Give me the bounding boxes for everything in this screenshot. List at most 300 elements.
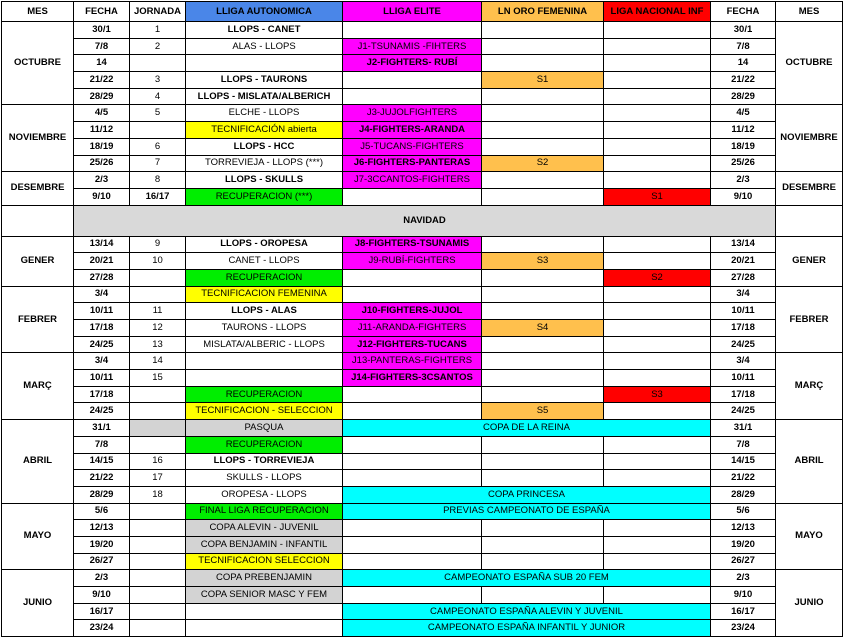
cell-elite: J5-TUCANS-FIGHTERS [343, 138, 482, 155]
cell-oro [482, 370, 604, 387]
cell-elite [343, 587, 482, 604]
cell-fecha: 5/6 [74, 503, 130, 520]
cell-fecha-right: 11/12 [711, 122, 776, 139]
table-row [2, 72, 843, 89]
cell-jornada: 1 [130, 22, 186, 39]
month-gener-right: GENER [776, 236, 843, 286]
cell-fecha: 24/25 [74, 336, 130, 353]
cell-fecha-right: 23/24 [711, 620, 776, 637]
cell-fecha: 17/18 [74, 320, 130, 337]
cell-fecha: 26/27 [74, 553, 130, 570]
month-octubre-right: OCTUBRE [776, 22, 843, 105]
cell-fecha-right: 26/27 [711, 553, 776, 570]
table-row [2, 236, 843, 253]
header-lliga-autonomica: LLIGA AUTONOMICA [186, 2, 343, 22]
cell-jornada [130, 269, 186, 286]
table-row [2, 269, 843, 286]
cell-autonomica: TECNIFICACION SELECCION [186, 553, 343, 570]
header-lliga-elite: LLIGA ELITE [343, 2, 482, 22]
cell-autonomica [186, 353, 343, 370]
cell-fecha: 3/4 [74, 286, 130, 303]
cell-fecha-right: 31/1 [711, 420, 776, 437]
table-row [2, 303, 843, 320]
season-calendar-table [1, 1, 843, 637]
cell-fecha: 3/4 [74, 353, 130, 370]
cell-autonomica: ALAS - LLOPS [186, 38, 343, 55]
table-row [2, 620, 843, 637]
cell-jornada [130, 403, 186, 420]
cell-fecha-right: 9/10 [711, 188, 776, 205]
cell-jornada [130, 536, 186, 553]
cell-autonomica: TAURONS - LLOPS [186, 320, 343, 337]
cell-fecha-right: 3/4 [711, 286, 776, 303]
cell-jornada [130, 587, 186, 604]
cell-jornada: 4 [130, 88, 186, 105]
cell-elite [343, 88, 482, 105]
cell-nacional [604, 553, 711, 570]
cell-fecha: 13/14 [74, 236, 130, 253]
cell-elite [343, 553, 482, 570]
table-row [2, 420, 843, 437]
cell-jornada [130, 570, 186, 587]
table-row [2, 38, 843, 55]
cell-autonomica: RECUPERACION [186, 386, 343, 403]
cell-nacional [604, 436, 711, 453]
cell-jornada [130, 286, 186, 303]
cell-elite: J3-JUJOLFIGHTERS [343, 105, 482, 122]
cell-fecha: 21/22 [74, 470, 130, 487]
cell-nacional [604, 520, 711, 537]
cell-fecha-right: 20/21 [711, 253, 776, 270]
table-row [2, 503, 843, 520]
cell-elite: J13-PANTERAS-FIGHTERS [343, 353, 482, 370]
cell-elite: J12-FIGHTERS-TUCANS [343, 336, 482, 353]
cell-autonomica: FINAL LIGA RECUPERACION [186, 503, 343, 520]
cell-jornada [130, 436, 186, 453]
cell-fecha-right: 7/8 [711, 436, 776, 453]
table-row [2, 172, 843, 189]
cell-elite: J4-FIGHTERS-ARANDA [343, 122, 482, 139]
cell-jornada: 16/17 [130, 188, 186, 205]
table-row [2, 253, 843, 270]
cell-oro [482, 172, 604, 189]
cell-autonomica: LLOPS - HCC [186, 138, 343, 155]
table-row [2, 470, 843, 487]
cell-jornada: 9 [130, 236, 186, 253]
cell-nacional: S3 [604, 386, 711, 403]
cell-fecha-right: 21/22 [711, 470, 776, 487]
cell-autonomica [186, 603, 343, 620]
header-ln-oro-femenina: LN ORO FEMENINA [482, 2, 604, 22]
cell-oro: S2 [482, 155, 604, 172]
cell-fecha: 9/10 [74, 587, 130, 604]
cell-jornada: 16 [130, 453, 186, 470]
cell-nacional [604, 370, 711, 387]
cell-jornada [130, 520, 186, 537]
cell-fecha: 24/25 [74, 403, 130, 420]
month-noviembre: NOVIEMBRE [2, 105, 74, 172]
cell-jornada [130, 603, 186, 620]
cell-elite [343, 470, 482, 487]
cell-jornada: 12 [130, 320, 186, 337]
cell-event-span: COPA PRINCESA [343, 486, 711, 503]
cell-fecha-right: 27/28 [711, 269, 776, 286]
cell-elite [343, 286, 482, 303]
cell-fecha: 21/22 [74, 72, 130, 89]
cell-autonomica: MISLATA/ALBERIC - LLOPS [186, 336, 343, 353]
cell-fecha-right: 21/22 [711, 72, 776, 89]
month-marc-right: MARÇ [776, 353, 843, 420]
cell-fecha: 2/3 [74, 570, 130, 587]
cell-elite: J14-FIGHTERS-3CSANTOS [343, 370, 482, 387]
header-mes-right: MES [776, 2, 843, 22]
cell-jornada: 6 [130, 138, 186, 155]
cell-jornada: 14 [130, 353, 186, 370]
cell-fecha-right: 24/25 [711, 403, 776, 420]
cell-nacional [604, 105, 711, 122]
cell-fecha-right: 18/19 [711, 138, 776, 155]
cell-fecha: 7/8 [74, 436, 130, 453]
cell-fecha: 18/19 [74, 138, 130, 155]
table-row [2, 486, 843, 503]
cell-jornada: 2 [130, 38, 186, 55]
cell-jornada: 13 [130, 336, 186, 353]
month-febrer-right: FEBRER [776, 286, 843, 353]
cell-oro: S3 [482, 253, 604, 270]
cell-jornada [130, 122, 186, 139]
table-row [2, 553, 843, 570]
cell-nacional [604, 303, 711, 320]
table-row [2, 336, 843, 353]
cell-elite: J11-ARANDA-FIGHTERS [343, 320, 482, 337]
cell-autonomica: SKULLS - LLOPS [186, 470, 343, 487]
cell-elite [343, 188, 482, 205]
cell-oro [482, 88, 604, 105]
cell-fecha: 12/13 [74, 520, 130, 537]
header-fecha-right: FECHA [711, 2, 776, 22]
cell-autonomica: COPA PREBENJAMIN [186, 570, 343, 587]
cell-fecha: 25/26 [74, 155, 130, 172]
cell-fecha-right: 7/8 [711, 38, 776, 55]
cell-autonomica: LLOPS - TAURONS [186, 72, 343, 89]
cell-oro [482, 587, 604, 604]
month-junio-right: JUNIO [776, 570, 843, 637]
header-fecha: FECHA [74, 2, 130, 22]
cell-nacional [604, 453, 711, 470]
cell-nacional [604, 470, 711, 487]
navidad-spacer-right [776, 205, 843, 236]
month-desembre-right: DESEMBRE [776, 172, 843, 205]
cell-jornada: 10 [130, 253, 186, 270]
cell-fecha: 9/10 [74, 188, 130, 205]
month-desembre: DESEMBRE [2, 172, 74, 205]
cell-elite: J2-FIGHTERS- RUBÍ [343, 55, 482, 72]
cell-jornada: 17 [130, 470, 186, 487]
cell-event-span: CAMPEONATO ESPAÑA INFANTIL Y JUNIOR [343, 620, 711, 637]
cell-fecha: 14/15 [74, 453, 130, 470]
table-row [2, 55, 843, 72]
cell-elite [343, 22, 482, 39]
cell-oro: S5 [482, 403, 604, 420]
cell-jornada [130, 503, 186, 520]
table-row [2, 353, 843, 370]
cell-fecha: 28/29 [74, 88, 130, 105]
cell-fecha: 30/1 [74, 22, 130, 39]
cell-oro [482, 470, 604, 487]
cell-nacional [604, 336, 711, 353]
cell-oro [482, 138, 604, 155]
cell-elite: J8-FIGHTERS-TSUNAMIS [343, 236, 482, 253]
cell-jornada: 18 [130, 486, 186, 503]
cell-oro [482, 536, 604, 553]
cell-fecha-right: 14 [711, 55, 776, 72]
table-row [2, 105, 843, 122]
cell-autonomica [186, 620, 343, 637]
cell-oro [482, 520, 604, 537]
cell-fecha-right: 10/11 [711, 303, 776, 320]
cell-nacional [604, 353, 711, 370]
cell-autonomica: TECNIFICACIÓN abierta [186, 122, 343, 139]
table-row [2, 587, 843, 604]
navidad-banner: NAVIDAD [74, 205, 776, 236]
cell-jornada [130, 553, 186, 570]
cell-nacional [604, 536, 711, 553]
month-mayo: MAYO [2, 503, 74, 570]
cell-autonomica [186, 370, 343, 387]
cell-autonomica: COPA ALEVIN - JUVENIL [186, 520, 343, 537]
cell-oro [482, 336, 604, 353]
cell-elite [343, 436, 482, 453]
cell-elite: J6-FIGHTERS-PANTERAS [343, 155, 482, 172]
table-row [2, 536, 843, 553]
table-row [2, 188, 843, 205]
table-row [2, 386, 843, 403]
cell-nacional: S1 [604, 188, 711, 205]
cell-nacional [604, 122, 711, 139]
cell-fecha-right: 14/15 [711, 453, 776, 470]
cell-fecha-right: 10/11 [711, 370, 776, 387]
cell-autonomica: LLOPS - ALAS [186, 303, 343, 320]
cell-elite [343, 403, 482, 420]
table-row [2, 570, 843, 587]
month-abril: ABRIL [2, 420, 74, 503]
cell-jornada [130, 420, 186, 437]
cell-fecha: 23/24 [74, 620, 130, 637]
cell-fecha-right: 30/1 [711, 22, 776, 39]
navidad-spacer-left [2, 205, 74, 236]
cell-elite [343, 72, 482, 89]
cell-autonomica: TECNIFICACION - SELECCION [186, 403, 343, 420]
cell-fecha: 19/20 [74, 536, 130, 553]
cell-fecha-right: 28/29 [711, 88, 776, 105]
cell-autonomica: OROPESA - LLOPS [186, 486, 343, 503]
cell-fecha-right: 5/6 [711, 503, 776, 520]
cell-oro [482, 286, 604, 303]
table-row [2, 122, 843, 139]
month-marc: MARÇ [2, 353, 74, 420]
cell-oro [482, 122, 604, 139]
cell-autonomica: TECNIFICACION FEMENINA [186, 286, 343, 303]
cell-oro: S4 [482, 320, 604, 337]
cell-autonomica: LLOPS - OROPESA [186, 236, 343, 253]
table-row [2, 286, 843, 303]
cell-jornada: 3 [130, 72, 186, 89]
cell-nacional: S2 [604, 269, 711, 286]
cell-nacional [604, 155, 711, 172]
cell-elite [343, 520, 482, 537]
cell-autonomica: TORREVIEJA - LLOPS (***) [186, 155, 343, 172]
cell-autonomica: LLOPS - MISLATA/ALBERICH [186, 88, 343, 105]
cell-oro [482, 553, 604, 570]
cell-nacional [604, 22, 711, 39]
cell-elite: J1-TSUNAMIS -FIHTERS [343, 38, 482, 55]
cell-fecha-right: 4/5 [711, 105, 776, 122]
cell-fecha: 10/11 [74, 303, 130, 320]
navidad-row [2, 205, 843, 236]
cell-fecha: 20/21 [74, 253, 130, 270]
cell-event-span: CAMPEONATO ESPAÑA SUB 20 FEM [343, 570, 711, 587]
cell-event-span: COPA DE LA REINA [343, 420, 711, 437]
cell-fecha-right: 17/18 [711, 386, 776, 403]
cell-autonomica: LLOPS - TORREVIEJA [186, 453, 343, 470]
cell-oro [482, 22, 604, 39]
cell-nacional [604, 138, 711, 155]
table-row [2, 453, 843, 470]
cell-fecha-right: 17/18 [711, 320, 776, 337]
cell-nacional [604, 72, 711, 89]
cell-fecha: 2/3 [74, 172, 130, 189]
month-mayo-right: MAYO [776, 503, 843, 570]
cell-elite [343, 269, 482, 286]
table-row [2, 403, 843, 420]
cell-fecha-right: 2/3 [711, 570, 776, 587]
header-row [2, 2, 843, 22]
cell-jornada: 11 [130, 303, 186, 320]
month-febrer: FEBRER [2, 286, 74, 353]
cell-oro [482, 353, 604, 370]
cell-jornada [130, 55, 186, 72]
month-noviembre-right: NOVIEMBRE [776, 105, 843, 172]
month-gener: GENER [2, 236, 74, 286]
table-row [2, 155, 843, 172]
table-row [2, 520, 843, 537]
table-row [2, 22, 843, 39]
cell-oro [482, 386, 604, 403]
cell-autonomica: RECUPERACION [186, 269, 343, 286]
cell-jornada: 5 [130, 105, 186, 122]
cell-autonomica: COPA SENIOR MASC Y FEM [186, 587, 343, 604]
cell-fecha: 10/11 [74, 370, 130, 387]
cell-nacional [604, 172, 711, 189]
cell-autonomica [186, 55, 343, 72]
cell-fecha: 31/1 [74, 420, 130, 437]
cell-jornada: 7 [130, 155, 186, 172]
cell-nacional [604, 236, 711, 253]
cell-fecha: 11/12 [74, 122, 130, 139]
month-octubre: OCTUBRE [2, 22, 74, 105]
cell-jornada: 8 [130, 172, 186, 189]
cell-fecha-right: 9/10 [711, 587, 776, 604]
cell-nacional [604, 38, 711, 55]
cell-autonomica: RECUPERACION (***) [186, 188, 343, 205]
cell-oro: S1 [482, 72, 604, 89]
table-row [2, 138, 843, 155]
cell-fecha: 17/18 [74, 386, 130, 403]
cell-event-span: CAMPEONATO ESPAÑA ALEVIN Y JUVENIL [343, 603, 711, 620]
cell-fecha-right: 24/25 [711, 336, 776, 353]
cell-fecha-right: 19/20 [711, 536, 776, 553]
cell-nacional [604, 55, 711, 72]
cell-oro [482, 38, 604, 55]
table-row [2, 320, 843, 337]
cell-nacional [604, 286, 711, 303]
cell-nacional [604, 253, 711, 270]
month-abril-right: ABRIL [776, 420, 843, 503]
cell-nacional [604, 88, 711, 105]
cell-autonomica: RECUPERACION [186, 436, 343, 453]
cell-fecha: 14 [74, 55, 130, 72]
cell-elite: J9-RUBÍ-FIGHTERS [343, 253, 482, 270]
cell-autonomica: CANET - LLOPS [186, 253, 343, 270]
cell-oro [482, 453, 604, 470]
cell-fecha-right: 13/14 [711, 236, 776, 253]
cell-autonomica: LLOPS - CANET [186, 22, 343, 39]
table-row [2, 370, 843, 387]
cell-elite: J7-3CCANTOS-FIGHTERS [343, 172, 482, 189]
header-jornada: JORNADA [130, 2, 186, 22]
cell-fecha-right: 2/3 [711, 172, 776, 189]
table-row [2, 436, 843, 453]
cell-fecha-right: 12/13 [711, 520, 776, 537]
header-mes: MES [2, 2, 74, 22]
month-junio: JUNIO [2, 570, 74, 637]
cell-fecha: 28/29 [74, 486, 130, 503]
cell-oro [482, 105, 604, 122]
cell-fecha-right: 3/4 [711, 353, 776, 370]
cell-fecha: 7/8 [74, 38, 130, 55]
cell-elite [343, 536, 482, 553]
cell-autonomica: LLOPS - SKULLS [186, 172, 343, 189]
cell-nacional [604, 320, 711, 337]
cell-event-span: PREVIAS CAMPEONATO DE ESPAÑA [343, 503, 711, 520]
cell-fecha-right: 16/17 [711, 603, 776, 620]
cell-fecha-right: 28/29 [711, 486, 776, 503]
cell-jornada: 15 [130, 370, 186, 387]
cell-oro [482, 236, 604, 253]
table-row [2, 88, 843, 105]
cell-oro [482, 269, 604, 286]
cell-elite [343, 386, 482, 403]
cell-oro [482, 303, 604, 320]
cell-oro [482, 55, 604, 72]
cell-nacional [604, 403, 711, 420]
cell-oro [482, 436, 604, 453]
cell-jornada [130, 386, 186, 403]
cell-autonomica: ELCHE - LLOPS [186, 105, 343, 122]
cell-fecha-right: 25/26 [711, 155, 776, 172]
table-row [2, 603, 843, 620]
cell-fecha: 27/28 [74, 269, 130, 286]
cell-nacional [604, 587, 711, 604]
cell-autonomica: COPA BENJAMIN - INFANTIL [186, 536, 343, 553]
cell-fecha: 16/17 [74, 603, 130, 620]
cell-oro [482, 188, 604, 205]
cell-jornada [130, 620, 186, 637]
cell-elite [343, 453, 482, 470]
cell-fecha: 4/5 [74, 105, 130, 122]
header-liga-nacional-inf: LIGA NACIONAL INF [604, 2, 711, 22]
cell-elite: J10-FIGHTERS-JUJOL [343, 303, 482, 320]
